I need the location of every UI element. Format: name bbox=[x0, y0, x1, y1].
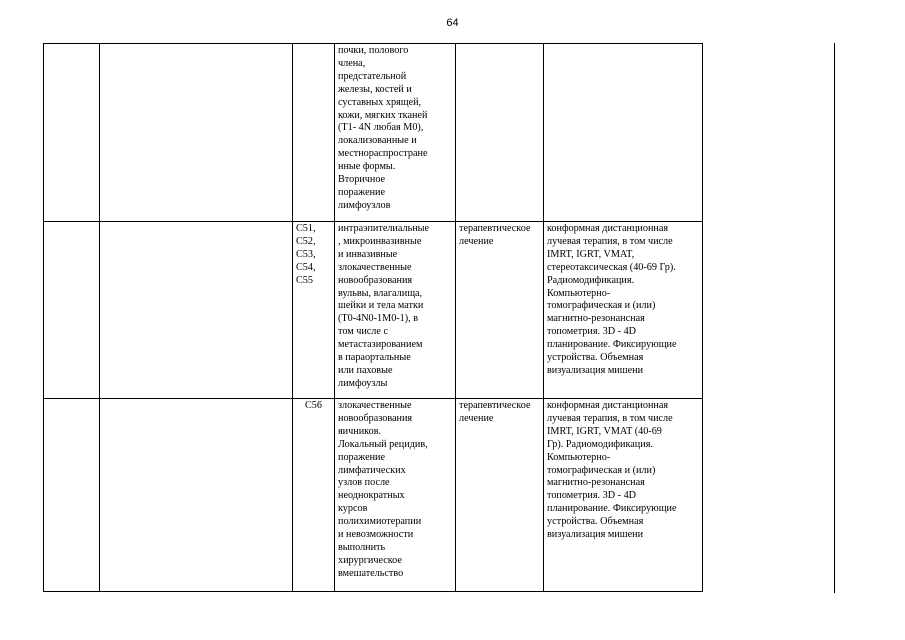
table-cell-treatment-type: терапевтическое лечение bbox=[456, 222, 544, 399]
right-border-rule bbox=[834, 43, 835, 593]
table-row bbox=[44, 222, 703, 399]
table-cell-profile bbox=[100, 222, 293, 399]
table-cell-codes: C56 bbox=[293, 399, 335, 592]
table-cell-number bbox=[44, 399, 100, 592]
table-cell-method bbox=[544, 44, 703, 222]
table-cell-number bbox=[44, 44, 100, 222]
table-cell-treatment-type: терапевтическое лечение bbox=[456, 399, 544, 592]
table-row bbox=[44, 399, 703, 592]
table-cell-method: конформная дистанционная лучевая терапия, в том числе IMRT, IGRT, VMAT, стереотаксическая (40-69 Гр). Радиомодификация. Компьютерно- томографическая и (или) магнитно-резонансная топометрия. 3D - 4D планирование. Фиксирующие устройства. Объемная визуализация мишени bbox=[544, 222, 703, 399]
table-cell-codes: C51, C52, C53, C54, C55 bbox=[293, 222, 335, 399]
table-cell-diagnosis: злокачественные новообразования яичников. Локальный рецидив, поражение лимфатических узлов после неоднократных курсов полихимиотерапии и невозможности выполнить хирургическое вмешательство bbox=[335, 399, 456, 592]
table-cell-number bbox=[44, 222, 100, 399]
table-cell-codes bbox=[293, 44, 335, 222]
table-cell-method: конформная дистанционная лучевая терапия, в том числе IMRT, IGRT, VMAT (40-69 Гр). Радиомодификация. Компьютерно- томографическая и (или) магнитно-резонансная топометрия. 3D - 4D планирование. Фиксирующие устройства. Объемная визуализация мишени bbox=[544, 399, 703, 592]
table-cell-treatment-type bbox=[456, 44, 544, 222]
table-cell-profile bbox=[100, 399, 293, 592]
table-cell-diagnosis: почки, полового члена, предстательной железы, костей и суставных хрящей, кожи, мягких тканей (T1- 4N любая M0), локализованные и местнораспростране нные формы. Вторичное поражение лимфоузлов bbox=[335, 44, 456, 222]
table-cell-diagnosis: интраэпителиальные , микроинвазивные и инвазивные злокачественные новообразования вульвы, влагалища, шейки и тела матки (T0-4N0-1M0-1), в том числе с метастазированием в параортальные или паховые лимфоузлы bbox=[335, 222, 456, 399]
table-cell-profile bbox=[100, 44, 293, 222]
table-row bbox=[44, 44, 703, 222]
page-number: 64 bbox=[446, 17, 459, 29]
medical-care-table bbox=[43, 43, 703, 592]
